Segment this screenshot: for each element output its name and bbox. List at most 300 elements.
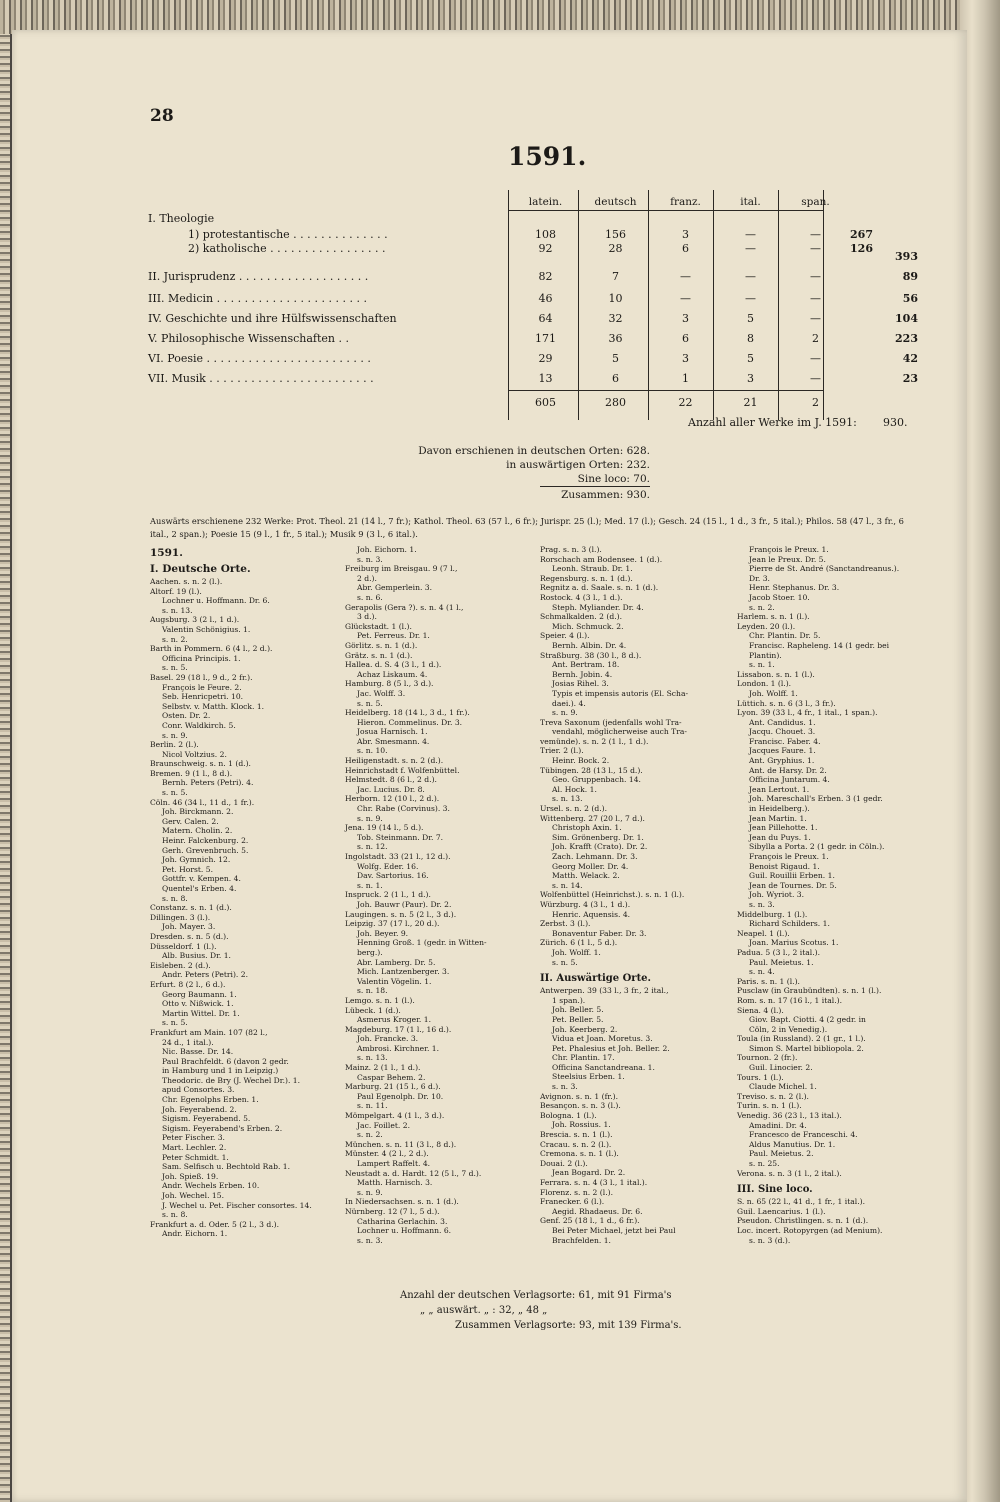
place-entry: Guil. Laencarius. 1 (l.). <box>737 1206 826 1216</box>
column-rule <box>508 190 509 420</box>
publisher-entry: s. n. 5. <box>357 698 383 708</box>
publisher-entry: s. n. 3. <box>357 1235 383 1245</box>
publisher-entry: Andr. Peters (Petri). 2. <box>162 970 248 980</box>
publisher-entry: Sim. Grönenberg. Dr. 1. <box>552 832 644 842</box>
publisher-entry: s. n. 2. <box>749 602 775 612</box>
publisher-entry: Pet. Ferreus. Dr. 1. <box>357 631 430 641</box>
publisher-entry: Osten. Dr. 2. <box>162 711 211 721</box>
row-value: — <box>745 292 756 305</box>
publisher-entry: Ant. de Harsy. Dr. 2. <box>749 765 827 775</box>
publisher-entry: Bernh. Jobin. 4. <box>552 669 613 679</box>
publisher-entry: Gerh. Grevenbruch. 5. <box>162 845 249 855</box>
place-entry: Middelburg. 1 (l.). <box>737 909 808 919</box>
place-entry: Hallea. d. S. 4 (3 l., 1 d.). <box>345 660 442 670</box>
publisher-entry: Francisc. Rapheleng. 14 (1 gedr. bei <box>749 640 890 650</box>
publisher-entry: Peter Fischer. 3. <box>162 1133 225 1143</box>
place-entry: Jena. 19 (14 l., 5 d.). <box>345 823 424 833</box>
row-value: 171 <box>535 332 556 345</box>
publisher-entry: s. n. 10. <box>357 746 388 756</box>
publisher-entry: François le Feure. 2. <box>162 682 242 692</box>
publisher-entry: Simon S. Martel bibliopola. 2. <box>749 1043 864 1053</box>
publisher-entry: vendahl, möglicherweise auch Tra- <box>552 727 687 737</box>
place-entry: In Niedersachsen. s. n. 1 (d.). <box>345 1197 459 1207</box>
row-value: 5 <box>747 312 754 325</box>
publisher-entry: s. n. 3. <box>357 554 383 564</box>
row-value: — <box>680 270 691 283</box>
publisher-entry: s. n. 5. <box>162 788 188 798</box>
place-entry: Straßburg. 38 (30 l., 8 d.). <box>540 650 642 660</box>
row-total: 223 <box>895 332 918 345</box>
column-rule <box>823 190 824 420</box>
place-entry: Magdeburg. 17 (1 l., 16 d.). <box>345 1024 452 1034</box>
publisher-entry: Richard Schilders. 1. <box>749 919 830 929</box>
publisher-entry: Josua Harnisch. 1. <box>357 727 428 737</box>
publisher-entry: Abr. Gemperlein. 3. <box>357 583 433 593</box>
place-entry: Heinrichstadt f. Wolfenbüttel. <box>345 765 460 775</box>
publisher-entry: Martin Wittel. Dr. 1. <box>162 1008 240 1018</box>
publisher-entry: Matern. Cholin. 2. <box>162 826 233 836</box>
place-entry: Nürnberg. 12 (7 l., 5 d.). <box>345 1206 440 1216</box>
place-entry: Marburg. 21 (15 l., 6 d.). <box>345 1082 441 1092</box>
publisher-entry: Paul Egenolph. Dr. 10. <box>357 1091 444 1101</box>
publisher-entry: Joh. Wechel. 15. <box>162 1191 224 1200</box>
place-entry: Avignon. s. n. 1 (fr.). <box>540 1091 618 1101</box>
publisher-entry: Chr. Egenolphs Erben. 1. <box>162 1095 259 1105</box>
place-entry: Rorschach am Bodensee. 1 (d.). <box>540 554 663 564</box>
row-value: — <box>810 242 821 255</box>
publisher-entry: s. n. 12. <box>357 842 388 852</box>
footer-abroad-places: „ „ auswärt. „ : 32, „ 48 „ <box>420 1305 548 1316</box>
place-entry: Lemgo. s. n. 1 (l.). <box>345 995 415 1005</box>
publisher-entry: s. n. 18. <box>357 986 388 996</box>
publisher-entry: Cöln, 2 in Venedig.). <box>749 1024 828 1034</box>
publisher-entry: Sibylla a Porta. 2 (1 gedr. in Cöln.). <box>749 842 885 852</box>
place-entry: vemünde). s. n. 2 (1 l., 1 d.). <box>540 736 649 746</box>
row-value: — <box>810 270 821 283</box>
publisher-entry: Georg Moller. Dr. 4. <box>552 861 629 871</box>
publisher-entry: Ambrosi. Kirchner. 1. <box>357 1043 440 1053</box>
column-2 <box>345 545 535 1245</box>
publisher-entry: Caspar Behem. 2. <box>357 1072 426 1082</box>
publisher-entry: Heinr. Falckenburg. 2. <box>162 836 249 846</box>
place-entry: Pseudon. Christlingen. s. n. 1 (d.). <box>737 1216 869 1226</box>
place-entry: Lyon. 39 (33 l., 4 fr., 1 ital., 1 span.). <box>737 708 878 718</box>
row-value: 3 <box>682 312 689 325</box>
place-entry: Barth in Pommern. 6 (4 l., 2 d.). <box>150 644 273 654</box>
place-entry: Schmalkalden. 2 (d.). <box>540 612 622 622</box>
place-entry: Lüttich. s. n. 6 (3 l., 3 fr.). <box>737 698 836 708</box>
place-entry: Florenz. s. n. 2 (l.). <box>540 1187 613 1197</box>
column-header-4: span. <box>801 196 830 208</box>
place-entry: Pusclaw (in Graubündten). s. n. 1 (l.). <box>737 986 882 996</box>
section-heading: II. Auswärtige Orte. <box>540 973 652 985</box>
place-entry: Gerapolis (Gera ?). s. n. 4 (1 l., <box>345 602 464 612</box>
row-value: 28 <box>608 242 623 255</box>
publisher-entry: s. n. 13. <box>552 794 583 804</box>
row-value: 6 <box>682 242 689 255</box>
place-entry: Besançon. s. n. 3 (l.). <box>540 1101 621 1111</box>
place-entry: Leipzig. 37 (17 l., 20 d.). <box>345 919 440 929</box>
publisher-entry: Ant. Candidus. 1. <box>749 717 816 727</box>
column-total: 22 <box>678 396 693 409</box>
place-entry: Aachen. s. n. 2 (l.). <box>150 577 223 586</box>
row-label: 1) protestantische . . . . . . . . . . . . . . <box>188 228 388 241</box>
publisher-entry: Jean Bogard. Dr. 2. <box>552 1168 626 1178</box>
place-entry: Tübingen. 28 (13 l., 15 d.). <box>540 765 643 775</box>
place-entry: Basel. 29 (18 l., 9 d., 2 fr.). <box>150 672 253 682</box>
row-total: 89 <box>902 270 918 283</box>
place-entry: Tournon. 2 (fr.). <box>737 1053 798 1063</box>
publisher-entry: Heinr. Bock. 2. <box>552 756 610 766</box>
column-rule <box>578 190 579 420</box>
publisher-entry: Francesco de Franceschi. 4. <box>749 1130 858 1140</box>
row-value: — <box>745 242 756 255</box>
publisher-entry: Joh. Wolff. 1. <box>552 947 601 957</box>
theology-total: 393 <box>895 250 918 263</box>
publisher-entry: Lochner u. Hoffmann. Dr. 6. <box>162 596 270 606</box>
row-value: 36 <box>608 332 623 345</box>
publisher-entry: Mich. Schmuck. 2. <box>552 621 624 631</box>
column-rule <box>778 190 779 420</box>
place-entry: Herborn. 12 (10 l., 2 d.). <box>345 794 440 804</box>
all-works-label: Anzahl aller Werke im J. 1591: <box>688 416 857 429</box>
publisher-entry: Claude Michel. 1. <box>749 1082 817 1092</box>
publisher-entry: Theodoric. de Bry (J. Wechel Dr.). 1. <box>162 1075 301 1085</box>
publisher-entry: s. n. 9. <box>162 730 188 740</box>
publisher-entry: Joh. Bauwr (Paur). Dr. 2. <box>357 899 452 909</box>
place-entry: Leyden. 20 (l.). <box>737 621 796 631</box>
header-rule <box>508 210 823 211</box>
publisher-entry: Bonaventur Faber. Dr. 3. <box>552 928 647 938</box>
publisher-entry: Francisc. Faber. 4. <box>749 736 821 746</box>
publisher-entry: Guil. Linocier. 2. <box>749 1063 813 1073</box>
column-3 <box>540 545 730 1245</box>
publisher-entry: Georg Baumann. 1. <box>162 989 237 999</box>
publisher-entry: Officina Sanctandreana. 1. <box>552 1062 655 1072</box>
publisher-entry: Henric. Aquensis. 4. <box>552 909 631 919</box>
publisher-entry: Valentin Schönigius. 1. <box>162 624 251 634</box>
publisher-entry: Chr. Plantin. Dr. 5. <box>749 631 821 641</box>
place-entry: Altorf. 19 (l.). <box>150 586 202 596</box>
place-entry: Düsseldorf. 1 (l.). <box>150 941 217 951</box>
publisher-entry: Christoph Axin. 1. <box>552 823 622 833</box>
place-entry: Laugingen. s. n. 5 (2 l., 3 d.). <box>345 909 457 919</box>
publisher-entry: Joan. Marius Scotus. 1. <box>749 938 839 948</box>
place-entry: Trier. 2 (l.). <box>540 746 584 756</box>
place-entry: Franecker. 6 (l.). <box>540 1197 605 1207</box>
place-entry: Verona. s. n. 3 (1 l., 2 ital.). <box>737 1168 842 1178</box>
publisher-entry: Seb. Henricpetri. 10. <box>162 692 244 702</box>
place-entry: Ferrara. s. n. 4 (3 l., 1 ital.). <box>540 1178 648 1187</box>
row-total: 104 <box>895 312 918 325</box>
row-value: 29 <box>538 352 553 365</box>
row-total: 23 <box>902 372 918 385</box>
row-value: — <box>745 270 756 283</box>
place-entry: Braunschweig. s. n. 1 (d.). <box>150 759 251 769</box>
publisher-entry: Conr. Waldkirch. 5. <box>162 720 236 730</box>
publisher-entry: s. n. 1. <box>357 880 383 890</box>
row-total: 56 <box>902 292 918 305</box>
publisher-entry: Jean Martin. 1. <box>749 813 807 823</box>
publisher-entry: Andr. Eichorn. 1. <box>162 1229 228 1239</box>
publisher-entry: Josias Rihel. 3. <box>552 679 609 689</box>
publisher-entry: Zach. Lehmann. Dr. 3. <box>552 852 638 861</box>
publisher-entry: in Hamburg und 1 in Leipzig.) <box>162 1066 279 1076</box>
theology-heading: I. Theologie <box>148 212 215 225</box>
publisher-entry: Plantin). <box>749 650 782 660</box>
statistics-table <box>148 190 918 440</box>
row-value: 5 <box>612 352 619 365</box>
row-value: 13 <box>538 372 553 385</box>
place-entry: Inspruck. 2 (1 l., 1 d.). <box>345 890 431 900</box>
publisher-entry: Joh. Beller. 5. <box>552 1005 604 1015</box>
year-title: 1591. <box>508 142 587 171</box>
row-total: 42 <box>902 352 918 365</box>
publisher-entry: Pet. Phalesius et Joh. Beller. 2. <box>552 1043 670 1053</box>
publisher-entry: Dav. Sartorius. 16. <box>357 871 429 881</box>
publisher-entry: s. n. 8. <box>162 1210 188 1220</box>
place-entry: Cremona. s. n. 1 (l.). <box>540 1149 619 1159</box>
publisher-entry: s. n. 5. <box>162 663 188 673</box>
publisher-entry: Nic. Basse. Dr. 14. <box>162 1047 234 1057</box>
summary-german: Davon erschienen in deutschen Orten: 628. <box>418 445 650 457</box>
publisher-entry: 1 span.). <box>552 995 586 1005</box>
publisher-entry: 2 d.). <box>357 573 377 583</box>
row-label: II. Jurisprudenz . . . . . . . . . . . . . . . . . . . <box>148 270 369 283</box>
publisher-entry: Pet. Horst. 5. <box>162 864 213 874</box>
publisher-entry: Mart. Lechler. 2. <box>162 1143 227 1153</box>
place-entry: Lübeck. 1 (d.). <box>345 1005 401 1015</box>
publisher-entry: apud Consortes. 3. <box>162 1085 235 1095</box>
row-value: — <box>810 228 821 241</box>
column-total: 2 <box>812 396 819 409</box>
publisher-entry: Tob. Steinmann. Dr. 7. <box>357 832 444 842</box>
totals-rule <box>508 390 823 391</box>
publisher-entry: Typis et impensis autoris (El. Scha- <box>552 688 689 698</box>
publisher-entry: François le Preux. 1. <box>749 545 829 554</box>
column-header-2: franz. <box>670 196 701 208</box>
place-entry: Siena. 4 (l.). <box>737 1005 784 1015</box>
place-entry: Neapel. 1 (l.). <box>737 928 790 938</box>
publisher-entry: Lampert Raffelt. 4. <box>357 1159 431 1168</box>
publisher-entry: Chr. Rabe (Corvinus). 3. <box>357 804 450 814</box>
place-entry: S. n. 65 (22 l., 41 d., 1 fr., 1 ital.). <box>737 1197 866 1207</box>
publisher-entry: Catharina Gerlachin. 3. <box>357 1216 448 1226</box>
publisher-entry: Joh. Spieß. 19. <box>162 1171 219 1181</box>
row-label: VII. Musik . . . . . . . . . . . . . . . . . . . . . . . . <box>148 372 374 385</box>
publisher-entry: s. n. 13. <box>162 605 193 615</box>
row-value: 1 <box>682 372 689 385</box>
publisher-entry: Gerv. Calen. 2. <box>162 816 219 826</box>
place-entry: Augsburg. 3 (2 l., 1 d.). <box>150 615 240 625</box>
place-entry: Berlin. 2 (l.). <box>150 740 199 750</box>
publisher-entry: Asmerus Kroger. 1. <box>357 1015 432 1025</box>
publisher-entry: Peter Schmidt. 1. <box>162 1152 229 1162</box>
row-label: VI. Poesie . . . . . . . . . . . . . . . . . . . . . . . . <box>148 352 371 365</box>
publisher-entry: Sigism. Feyerabend. 5. <box>162 1114 251 1124</box>
place-entry: Freiburg im Breisgau. 9 (7 l., <box>345 564 458 574</box>
publisher-entry: Jacques Faure. 1. <box>749 746 816 756</box>
publisher-entry: Brachfelden. 1. <box>552 1235 611 1245</box>
row-value: — <box>810 312 821 325</box>
place-entry: Frankfurt a. d. Oder. 5 (2 l., 3 d.). <box>150 1219 279 1229</box>
publisher-entry: s. n. 9. <box>357 813 383 823</box>
row-total: 126 <box>850 242 873 255</box>
publisher-entry: Andr. Wechels Erben. 10. <box>162 1181 260 1191</box>
publisher-entry: Leonh. Straub. Dr. 1. <box>552 564 633 574</box>
publisher-entry: Bei Peter Michael, jetzt bei Paul <box>552 1225 676 1235</box>
publisher-entry: Otto v. Nißwick. 1. <box>162 999 234 1009</box>
place-entry: Turin. s. n. 1 (l.). <box>737 1101 802 1111</box>
place-entry: Heidelberg. 18 (14 l., 3 d., 1 fr.). <box>345 708 470 718</box>
publisher-entry: Quentel's Erben. 4. <box>162 884 237 893</box>
publisher-entry: Ant. Bertram. 18. <box>552 660 620 670</box>
publisher-entry: in Heidelberg.). <box>749 804 810 814</box>
column-4 <box>737 545 927 1245</box>
place-entry: Prag. s. n. 3 (l.). <box>540 545 602 554</box>
footer-german-places: Anzahl der deutschen Verlagsorte: 61, mit 91 Firma's <box>400 1290 672 1301</box>
place-entry: Tours. 1 (l.). <box>737 1072 784 1082</box>
publisher-entry: s. n. 2. <box>162 634 188 644</box>
place-entry: Loc. incert. Rotopyrgen (ad Menium). <box>737 1225 883 1235</box>
publisher-entry: Matth. Welack. 2. <box>552 871 620 881</box>
place-entry: Glückstadt. 1 (l.). <box>345 621 412 631</box>
publisher-entry: s. n. 5. <box>162 1018 188 1028</box>
place-entry: Bologna. 1 (l.). <box>540 1110 597 1120</box>
publisher-entry: Bernh. Albin. Dr. 4. <box>552 640 627 650</box>
place-entry: Dresden. s. n. 5 (d.). <box>150 931 229 941</box>
column-total: 605 <box>535 396 556 409</box>
column-header-0: latein. <box>528 196 563 208</box>
row-value: 46 <box>538 292 553 305</box>
publisher-entry: Henr. Stephanus. Dr. 3. <box>749 583 840 593</box>
publisher-entry: Jean de Tournes. Dr. 5. <box>749 880 837 890</box>
publisher-entry: Joh. Wolff. 1. <box>749 688 798 698</box>
place-entry: Rom. s. n. 17 (16 l., 1 ital.). <box>737 995 843 1005</box>
publisher-entry: Jac. Wolff. 3. <box>357 688 406 698</box>
publisher-entry: Jac. Lucius. Dr. 8. <box>357 784 425 794</box>
place-entry: Venedig. 36 (23 l., 13 ital.). <box>737 1111 842 1121</box>
place-entry: Padua. 5 (3 l., 2 ital.). <box>737 947 820 957</box>
row-label: 2) katholische . . . . . . . . . . . . . . . . . <box>188 242 386 255</box>
publisher-entry: Gottfr. v. Kempen. 4. <box>162 874 241 884</box>
publisher-entry: Steelsius Erben. 1. <box>552 1072 625 1082</box>
place-entry: Wolfenbüttel (Heinrichst.). s. n. 1 (l.). <box>540 890 685 900</box>
place-entry: Constanz. s. n. 1 (d.). <box>150 903 232 913</box>
publisher-entry: s. n. 4. <box>749 967 775 977</box>
place-entry: Heiligenstadt. s. n. 2 (d.). <box>345 756 444 766</box>
publisher-entry: Officina Principis. 1. <box>162 653 241 663</box>
place-entry: Paris. s. n. 1 (l.). <box>737 976 800 986</box>
publisher-entry: Valentin Vögelin. 1. <box>357 976 432 986</box>
publisher-entry: s. n. 11. <box>357 1101 388 1111</box>
publisher-entry: Achaz Liskaum. 4. <box>357 669 428 679</box>
publisher-entry: s. n. 6. <box>357 592 383 602</box>
row-value: 10 <box>608 292 623 305</box>
row-value: — <box>810 352 821 365</box>
all-works-value: 930. <box>883 416 908 429</box>
place-entry: Rostock. 4 (3 l., 1 d.). <box>540 592 623 602</box>
publisher-entry: Selbstv. v. Matth. Klock. 1. <box>162 701 265 711</box>
place-entry: London. 1 (l.). <box>737 679 792 689</box>
publisher-entry: daei.). 4. <box>552 698 586 708</box>
place-entry: Brescia. s. n. 1 (l.). <box>540 1130 613 1140</box>
place-entry: Mainz. 2 (1 l., 1 d.). <box>345 1063 421 1073</box>
publisher-entry: berg.). <box>357 947 383 957</box>
publisher-entry: Dr. 3. <box>749 573 770 583</box>
row-value: 3 <box>747 372 754 385</box>
row-value: 6 <box>682 332 689 345</box>
column-header-1: deutsch <box>594 196 637 208</box>
row-value: 108 <box>535 228 556 241</box>
place-entry: Genf. 25 (18 l., 1 d., 6 fr.). <box>540 1216 640 1226</box>
publisher-entry: Bernh. Peters (Petri). 4. <box>162 778 254 788</box>
place-entry: Douai. 2 (l.). <box>540 1158 588 1168</box>
publisher-entry: Joh. Feyerabend. 2. <box>162 1104 237 1114</box>
publisher-entry: s. n. 3 (d.). <box>749 1235 791 1245</box>
row-value: 6 <box>612 372 619 385</box>
place-entry: Ursel. s. n. 2 (d.). <box>540 804 607 814</box>
place-entry: Regensburg. s. n. 1 (d.). <box>540 573 633 583</box>
section-heading: III. Sine loco. <box>737 1184 813 1196</box>
publisher-entry: s. n. 9. <box>357 1187 383 1197</box>
section-heading: I. Deutsche Orte. <box>150 563 251 575</box>
publisher-entry: Pet. Beller. 5. <box>552 1014 604 1024</box>
summary-rule <box>540 486 650 487</box>
column-total: 280 <box>605 396 626 409</box>
publisher-entry: Joh. Rossius. 1. <box>552 1120 611 1130</box>
publisher-entry: Aldus Manutius. Dr. 1. <box>749 1139 836 1149</box>
place-entry: Erfurt. 8 (2 l., 6 d.). <box>150 979 226 989</box>
publisher-entry: Alb. Busius. Dr. 1. <box>162 951 231 961</box>
row-value: 32 <box>608 312 623 325</box>
publisher-entry: s. n. 3. <box>552 1082 578 1092</box>
publisher-entry: Jacob Stoer. 10. <box>749 592 810 602</box>
publisher-entry: Mich. Lantzenberger. 3. <box>357 967 450 977</box>
publisher-entry: Lochner u. Hoffmann. 6. <box>357 1226 452 1236</box>
place-entry: Dillingen. 3 (l.). <box>150 912 211 922</box>
publisher-entry: Jean le Preux. Dr. 5. <box>749 554 826 564</box>
row-value: — <box>810 292 821 305</box>
place-entry: Speier. 4 (l.). <box>540 631 590 641</box>
publisher-entry: Al. Hock. 1. <box>552 784 597 794</box>
publisher-entry: s. n. 5. <box>552 957 578 967</box>
publisher-entry: Henning Groß. 1 (gedr. in Witten- <box>357 938 487 948</box>
place-entry: Neustadt a. d. Hardt. 12 (5 l., 7 d.). <box>345 1168 482 1178</box>
row-value: 64 <box>538 312 553 325</box>
publisher-entry: Vidua et Joan. Moretus. 3. <box>552 1034 653 1044</box>
abroad-breakdown: Auswärts erschienene 232 Werke: Prot. Theol. 21 (14 l., 7 fr.); Kathol. Theol. 63 (57 l., 6 fr.); Jurispr. 25 (l.); Med. 17 (l.); Gesch. 24 (15 l., 1 d., 3 fr., 5 ital.); Philos. 58 (47 l., 3 fr., 6 ital., 2 span.); Poesie 15 (9 l., 1 fr., 5 ital.); Musik 9 (3 l., 6 ital.). <box>150 516 904 539</box>
row-value: — <box>745 228 756 241</box>
footer-total-places: Zusammen Verlagsorte: 93, mit 139 Firma's. <box>455 1320 682 1331</box>
place-entry: Cracau. s. n. 2 (l.). <box>540 1139 612 1149</box>
row-label: V. Philosophische Wissenschaften . . <box>148 332 350 345</box>
place-entry: Helmstedt. 8 (6 l., 2 d.). <box>345 775 437 785</box>
publisher-entry: Joh. Beyer. 9. <box>357 928 409 938</box>
row-value: 5 <box>747 352 754 365</box>
publisher-entry: 24 d., 1 ital.). <box>162 1037 214 1047</box>
publisher-entry: Matth. Harnisch. 3. <box>357 1178 433 1188</box>
column-rule <box>648 190 649 420</box>
publisher-entry: Joh. Gymnich. 12. <box>162 855 231 865</box>
publisher-entry: Pierre de St. André (Sanctandreanus.). <box>749 564 900 574</box>
publisher-entry: Ant. Gryphius. 1. <box>749 756 815 766</box>
publisher-entry: Jean du Puys. 1. <box>749 832 811 842</box>
publisher-entry: Nicol Voltzius. 2. <box>162 749 227 759</box>
publisher-entry: J. Wechel u. Pet. Fischer consortes. 14. <box>162 1200 312 1210</box>
publisher-entry: Joh. Wyriot. 3. <box>749 890 805 900</box>
row-value: 3 <box>682 228 689 241</box>
